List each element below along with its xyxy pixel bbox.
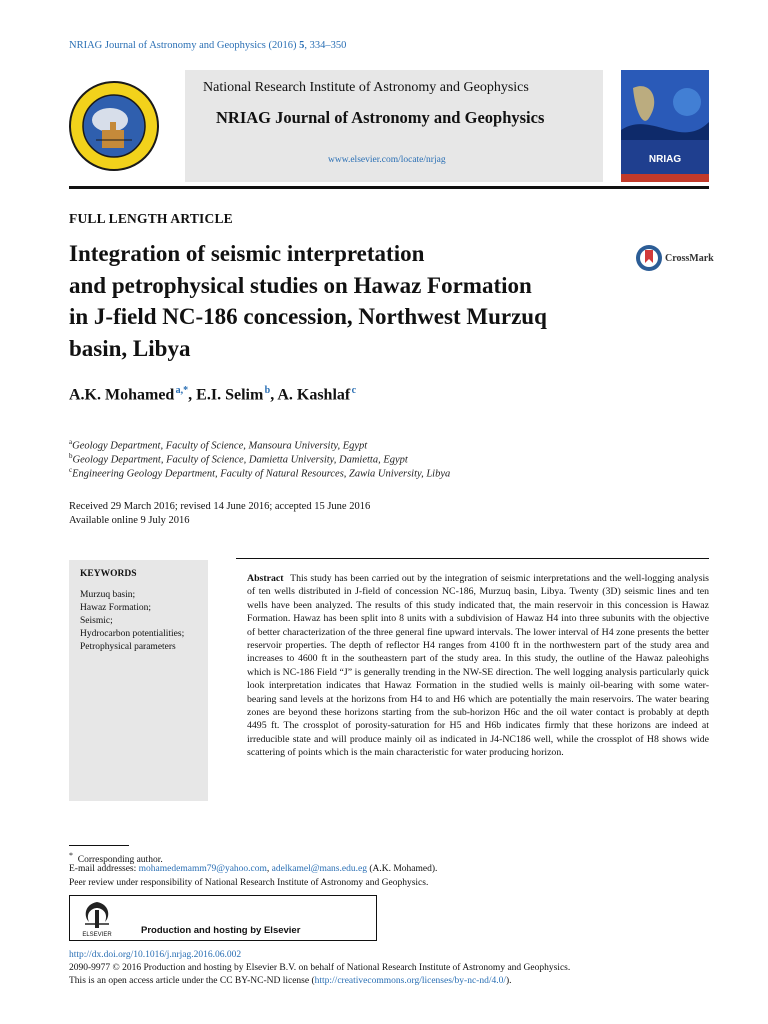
author-name[interactable]: E.I. Selim xyxy=(196,386,264,404)
crossmark-label[interactable]: CrossMark xyxy=(665,253,714,264)
available-online-date: Available online 9 July 2016 xyxy=(69,515,190,526)
keywords-heading: KEYWORDS xyxy=(80,569,137,579)
svg-text:ELSEVIER: ELSEVIER xyxy=(82,932,112,938)
author-affiliation-mark[interactable]: c xyxy=(351,385,357,396)
header-rule xyxy=(69,186,709,189)
footnote-rule xyxy=(69,845,129,846)
elsevier-label: Production and hosting by Elsevier xyxy=(141,925,301,936)
email-addresses: E-mail addresses: mohamedemamm79@yahoo.com, adelkamel@mans.edu.eg (A.K. Mohamed). xyxy=(69,864,438,874)
affiliation: $^b$Geology Department, Faculty of Science, Damietta University, Damietta, Egypt xyxy=(69,452,408,466)
abstract-text: This study has been carried out by the integration of seismic interpretations and the well-logging analysis of ten wells distributed in J-field of concession NC-186, Murzuq basin, Libya. Twenty (3D) seismic lines and ten wells have been analyzed. The results of this study indicated that, the main reservoir in this concession is Hawaz Formation. Hawaz has been split into 8 units with a subdivision of Hawaz H4 into three subunits with the objective of better characterization of the three general fine upward intervals. The lower interval of H4 zone presents the better reservoir properties. The depth of reflector H4 ranges from 4100 ft in the northwestern part of the study area and increases to 4600 ft in the southeastern part of the study area. In this study, the outline of the Hawaz paleohighs which is NC-186 Field “J” is generally trending in the NW-SE direction. The well logging analysis particularly quick look interpretation indicates that Hawaz Formation in the studied wells is mainly oil-bearing with some water-bearing sand levels at the horizons from H4 to and H6 which are potentially the main reservoirs. The water bearing zones are beyond these horizons starting from the sub-horizon H6c and the oil water contact is probably at depth 4495 ft. The crossplot of porosity-saturation for H5 and H6b indicates firmly that these horizons are indeed at irreducible state and will produce mainly oil as indicated in J4-NC186 well, while the crossplot of H8 shows wide scattering of points which is the main characteristic for water producing horizon. xyxy=(247,573,709,759)
nriag-seal-logo xyxy=(66,80,162,172)
peer-review-note: Peer review under responsibility of National Research Institute of Astronomy and Geophysics. xyxy=(69,878,429,888)
journal-ref-text: NRIAG Journal of Astronomy and Geophysics (2016) xyxy=(69,40,297,51)
journal-pages: , 334–350 xyxy=(304,40,347,51)
keyword: Murzuq basin; xyxy=(80,590,136,600)
keyword: Seismic; xyxy=(80,616,113,626)
journal-name: NRIAG Journal of Astronomy and Geophysics xyxy=(216,108,545,127)
journal-volume: 5 xyxy=(299,40,305,51)
author-affiliation-mark[interactable]: b xyxy=(264,385,271,396)
title-line: in J-field NC-186 concession, Northwest Murzuq xyxy=(69,304,547,329)
copyright-line: 2090-9977 © 2016 Production and hosting by Elsevier B.V. on behalf of National Research Institute of Astronomy and Geophysics. xyxy=(69,963,571,973)
affiliation: $^c$Engineering Geology Department, Faculty of Natural Resources, Zawia University, Libya xyxy=(69,466,451,480)
keyword: Petrophysical parameters xyxy=(80,642,176,652)
journal-cover-image xyxy=(621,70,709,182)
keyword: Hawaz Formation; xyxy=(80,603,151,613)
author-name[interactable]: A.K. Mohamed xyxy=(69,386,175,404)
elsevier-tree-logo xyxy=(77,898,117,938)
abstract xyxy=(247,572,709,760)
received-dates: Received 29 March 2016; revised 14 June 2016; accepted 15 June 2016 xyxy=(69,501,371,512)
license-line: This is an open access article under the CC BY-NC-ND license (http://creativecommons.org/licenses/by-nc-nd/4.0/). xyxy=(69,976,512,986)
email-link[interactable]: mohamedemamm79@yahoo.com xyxy=(138,864,267,874)
article-title xyxy=(69,238,629,364)
abstract-rule xyxy=(236,558,709,559)
title-line: basin, Libya xyxy=(69,335,191,361)
author-list: A.K. Mohamed $^{a,*}$, E.I. Selim $^b$, A. Kashlaf $^c$ xyxy=(69,385,357,404)
journal-reference[interactable] xyxy=(69,40,346,51)
author-name[interactable]: A. Kashlaf xyxy=(277,386,351,404)
keyword: Hydrocarbon potentialities; xyxy=(80,629,185,639)
license-link[interactable]: http://creativecommons.org/licenses/by-nc-nd/4.0/ xyxy=(314,976,506,986)
affiliation: $^a$Geology Department, Faculty of Science, Mansoura University, Egypt xyxy=(69,438,368,452)
title-line: Integration of seismic interpretation xyxy=(69,241,425,266)
author-affiliation-mark[interactable]: a,* xyxy=(175,385,189,396)
article-type: FULL LENGTH ARTICLE xyxy=(69,211,233,226)
institute-name: National Research Institute of Astronomy and Geophysics xyxy=(203,80,529,95)
abstract-label: Abstract xyxy=(247,573,284,584)
doi-link[interactable]: http://dx.doi.org/10.1016/j.nrjag.2016.06.002 xyxy=(69,950,242,960)
corresponding-author-note: * Corresponding author. xyxy=(69,851,163,866)
title-line: and petrophysical studies on Hawaz Formation xyxy=(69,272,532,298)
journal-url-link[interactable]: www.elsevier.com/locate/nrjag xyxy=(328,155,446,165)
cover-title: NRIAG xyxy=(648,154,682,165)
email-link[interactable]: adelkamel@mans.edu.eg xyxy=(271,864,367,874)
